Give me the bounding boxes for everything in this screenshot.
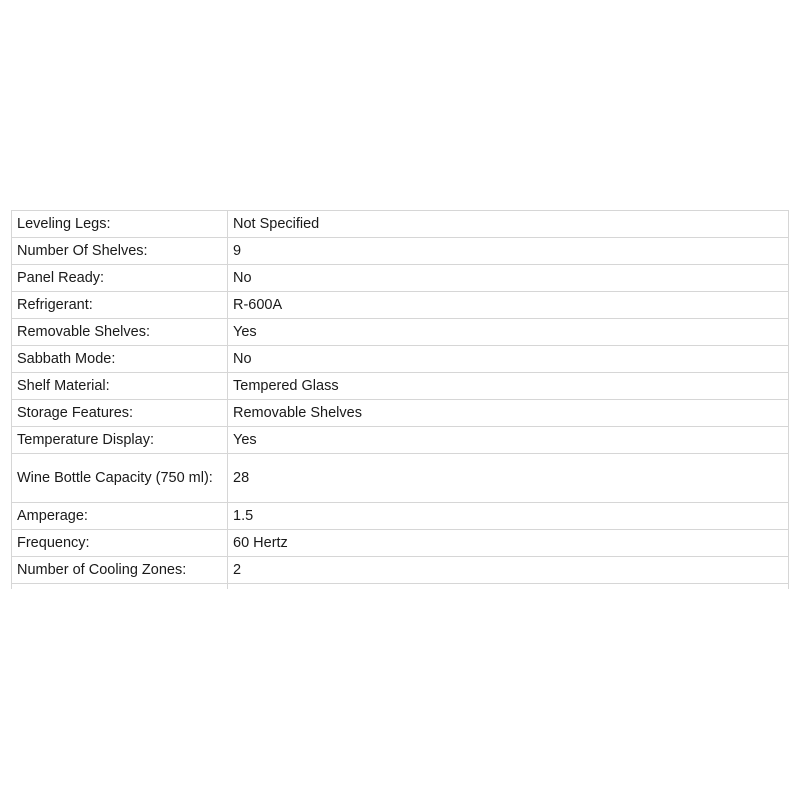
spec-value: 9 <box>228 238 789 265</box>
spec-value: 60 Hertz <box>228 530 789 557</box>
spec-label: Frequency: <box>12 530 228 557</box>
specifications-table <box>11 210 789 589</box>
spec-value: Removable Shelves <box>228 400 789 427</box>
spec-value: Not Specified <box>228 211 789 238</box>
table-row <box>12 557 789 584</box>
table-row <box>12 454 789 503</box>
table-row <box>12 530 789 557</box>
table-row <box>12 319 789 346</box>
table-row <box>12 238 789 265</box>
table-row <box>12 400 789 427</box>
specifications-table-body <box>12 211 789 590</box>
spec-label: Refrigerant: <box>12 292 228 319</box>
spec-value: 1.5 <box>228 503 789 530</box>
spec-label: Wine Bottle Capacity (750 ml): <box>12 454 228 503</box>
spec-value: Yes <box>228 319 789 346</box>
spec-value: R-600A <box>228 292 789 319</box>
spec-label: Leveling Legs: <box>12 211 228 238</box>
cutoff-cell <box>228 584 789 590</box>
table-row <box>12 503 789 530</box>
table-row <box>12 373 789 400</box>
table-row-cutoff <box>12 584 789 590</box>
spec-label: Shelf Material: <box>12 373 228 400</box>
spec-label: Removable Shelves: <box>12 319 228 346</box>
table-row <box>12 427 789 454</box>
spec-label: Temperature Display: <box>12 427 228 454</box>
spec-label: Panel Ready: <box>12 265 228 292</box>
spec-value: 2 <box>228 557 789 584</box>
spec-label: Sabbath Mode: <box>12 346 228 373</box>
spec-label: Number Of Shelves: <box>12 238 228 265</box>
spec-value: No <box>228 346 789 373</box>
spec-label: Storage Features: <box>12 400 228 427</box>
spec-label: Number of Cooling Zones: <box>12 557 228 584</box>
table-row <box>12 292 789 319</box>
spec-value: 28 <box>228 454 789 503</box>
spec-value: Yes <box>228 427 789 454</box>
table-row <box>12 265 789 292</box>
table-row <box>12 211 789 238</box>
spec-value: No <box>228 265 789 292</box>
cutoff-cell <box>12 584 228 590</box>
spec-value: Tempered Glass <box>228 373 789 400</box>
table-row <box>12 346 789 373</box>
spec-label: Amperage: <box>12 503 228 530</box>
